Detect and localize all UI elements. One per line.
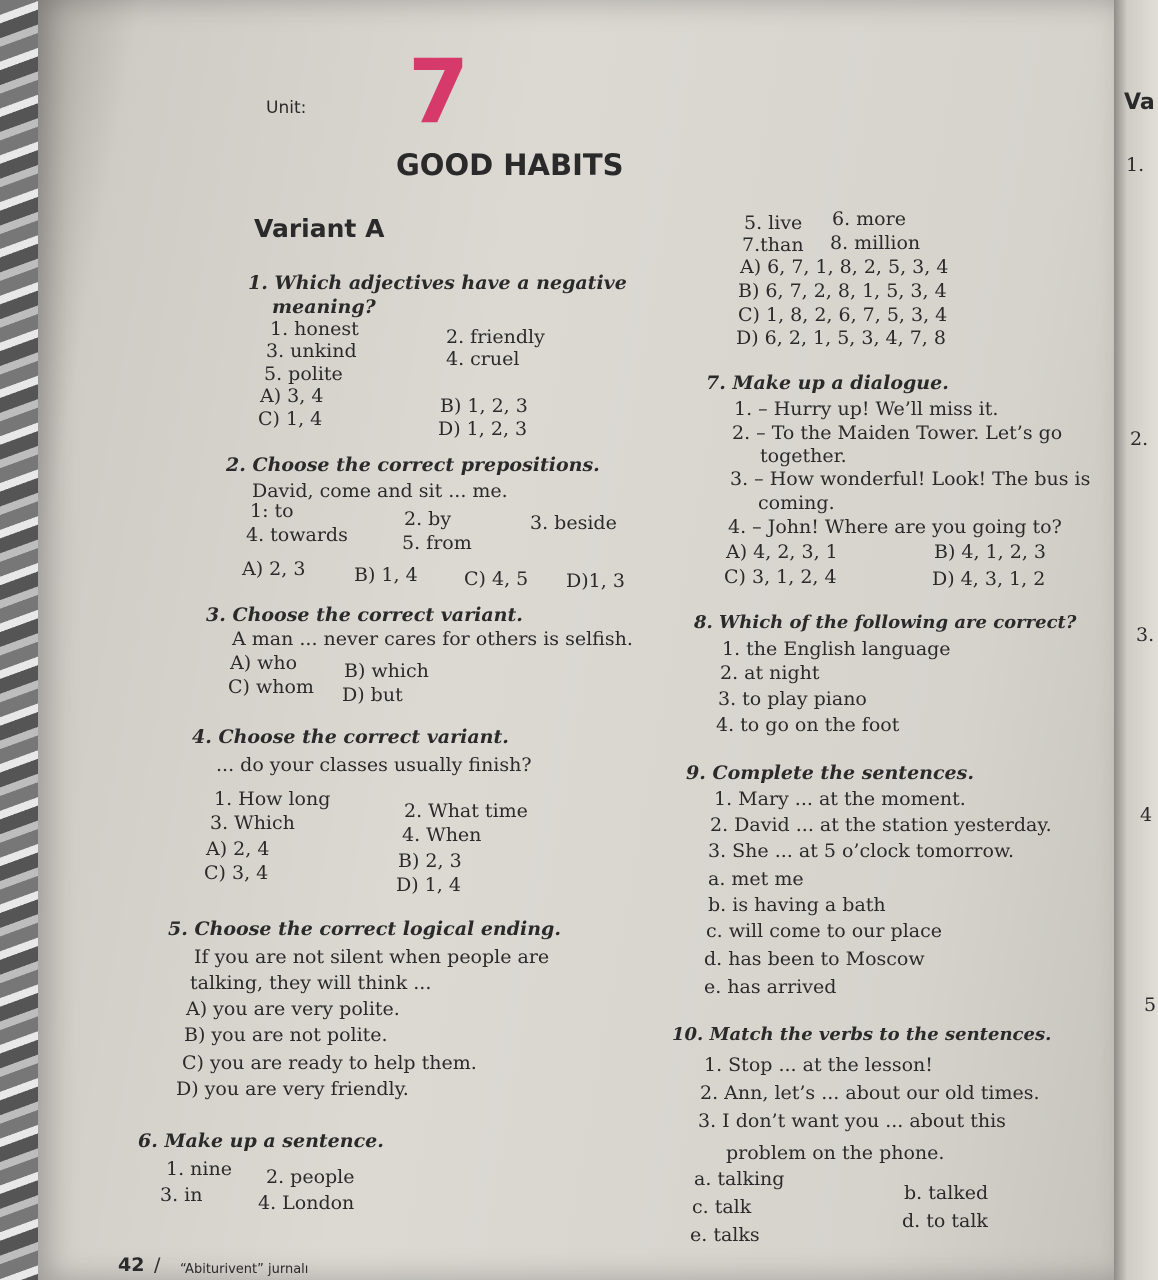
question-prompt: A man ... never cares for others is selfish. [232,628,633,650]
question-title: 4. Choose the correct variant. [192,726,509,748]
facing-page-number: 1. [1126,154,1145,176]
answer-choice: C) 3, 4 [204,862,269,884]
answer-choice: C) 4, 5 [464,568,529,590]
facing-page-number: 2. [1130,428,1149,450]
facing-page-number: 4 [1140,804,1153,826]
sentence-item: problem on the phone. [726,1142,945,1164]
answer-choice: B) 2, 3 [398,850,462,872]
option-item: 1: to [250,500,294,522]
page-number: 42 [118,1254,145,1276]
option-item: e. talks [690,1224,760,1246]
answer-choice: A) 6, 7, 1, 8, 2, 5, 3, 4 [740,256,949,278]
option-item: 4. When [402,824,482,846]
answer-choice: A) who [230,652,298,674]
answer-choice: D) 1, 2, 3 [438,418,528,440]
option-item: 3. to play piano [718,688,867,710]
facing-page-number: 3. [1136,624,1155,646]
dialogue-line: 3. – How wonderful! Look! The bus is [730,468,1091,490]
facing-page-number: 5 [1144,994,1157,1016]
question-title: 10. Match the verbs to the sentences. [672,1024,1052,1045]
option-item: 1. the English language [722,638,951,660]
option-item: a. talking [694,1168,785,1190]
dialogue-line: coming. [758,492,835,514]
option-item: 1. honest [270,318,359,340]
option-item: 3. unkind [266,340,357,362]
option-item: 8. million [830,232,921,254]
option-item: a. met me [708,868,804,890]
answer-choice: A) 2, 4 [206,838,270,860]
question-title: 3. Choose the correct variant. [206,604,523,626]
footer-separator: / [154,1254,161,1276]
unit-number: 7 [408,40,470,143]
answer-choice: B) you are not polite. [184,1024,388,1046]
option-item: 4. towards [246,524,348,546]
option-item: 3. in [160,1184,203,1206]
option-item: 4. to go on the foot [716,714,900,736]
option-item: 7.than [742,234,804,256]
sentence-item: 1. Stop ... at the lesson! [704,1054,933,1076]
option-item: 5. live [744,212,803,234]
option-item: c. talk [692,1196,752,1218]
answer-choice: B) 1, 4 [354,564,418,586]
option-item: 3. beside [530,512,617,534]
answer-choice: A) 2, 3 [242,558,306,580]
answer-choice: B) which [344,660,429,682]
sentence-item: 3. I don’t want you ... about this [698,1110,1006,1132]
option-item: 3. Which [210,812,295,834]
answer-choice: C) 1, 8, 2, 6, 7, 5, 3, 4 [738,304,948,326]
sentence-item: 3. She ... at 5 o’clock tomorrow. [708,840,1015,862]
question-title: 5. Choose the correct logical ending. [168,918,561,940]
question-prompt: David, come and sit ... me. [252,480,508,502]
answer-choice: C) 3, 1, 2, 4 [724,566,837,588]
option-item: 5. polite [264,363,343,385]
answer-choice: B) 6, 7, 2, 8, 1, 5, 3, 4 [738,280,947,302]
journal-name: “Abiturivent” jurnalı [180,1262,309,1277]
dialogue-line: 2. – To the Maiden Tower. Let’s go [732,422,1063,444]
answer-choice: D) you are very friendly. [176,1078,409,1100]
question-title: 1. Which adjectives have a negative [248,272,627,294]
answer-choice: A) 4, 2, 3, 1 [726,541,838,563]
answer-choice: B) 1, 2, 3 [440,395,528,417]
question-title: 8. Which of the following are correct? [694,612,1077,633]
dialogue-line: 1. – Hurry up! We’ll miss it. [734,398,999,420]
sentence-item: 2. Ann, let’s ... about our old times. [700,1082,1040,1104]
option-item: 4. cruel [446,348,520,370]
question-title: 2. Choose the correct prepositions. [226,454,600,476]
variant-heading: Variant A [254,214,385,243]
question-title: meaning? [272,296,376,318]
option-item: 5. from [402,532,472,554]
answer-choice: D) 1, 4 [396,874,461,896]
dialogue-line: 4. – John! Where are you going to? [728,516,1062,538]
page-title: GOOD HABITS [396,148,624,182]
answer-choice: C) whom [228,676,314,698]
option-item: c. will come to our place [706,920,942,942]
answer-choice: D) 4, 3, 1, 2 [932,568,1046,590]
option-item: 6. more [832,208,906,230]
dialogue-line: together. [760,445,847,467]
option-item: b. talked [904,1182,989,1204]
option-item: 4. London [258,1192,355,1214]
question-prompt: ... do your classes usually finish? [216,754,532,776]
answer-choice: C) 1, 4 [258,408,323,430]
unit-label: Unit: [266,98,307,118]
option-item: 2. friendly [446,326,545,348]
option-item: 2. by [404,508,452,530]
option-item: 2. at night [720,662,820,684]
option-item: 2. people [266,1166,355,1188]
option-item: 2. What time [404,800,528,822]
answer-choice: A) 3, 4 [260,385,324,407]
option-item: e. has arrived [704,976,837,998]
question-title: 6. Make up a sentence. [138,1130,384,1152]
option-item: 1. How long [214,788,331,810]
option-item: d. to talk [902,1210,988,1232]
answer-choice: D) but [342,684,403,706]
answer-choice: D)1, 3 [566,570,625,592]
answer-choice: B) 4, 1, 2, 3 [934,541,1047,563]
option-item: b. is having a bath [708,894,886,916]
facing-page-title: Va [1124,90,1155,115]
question-prompt: If you are not silent when people are [194,946,550,968]
answer-choice: C) you are ready to help them. [182,1052,477,1074]
option-item: 1. nine [166,1158,232,1180]
question-title: 7. Make up a dialogue. [706,372,949,394]
sentence-item: 1. Mary ... at the moment. [714,788,966,810]
answer-choice: A) you are very polite. [186,998,400,1020]
answer-choice: D) 6, 2, 1, 5, 3, 4, 7, 8 [736,327,946,349]
sentence-item: 2. David ... at the station yesterday. [710,814,1052,836]
option-item: d. has been to Moscow [704,948,925,970]
question-title: 9. Complete the sentences. [686,762,974,784]
question-prompt: talking, they will think ... [190,972,432,994]
